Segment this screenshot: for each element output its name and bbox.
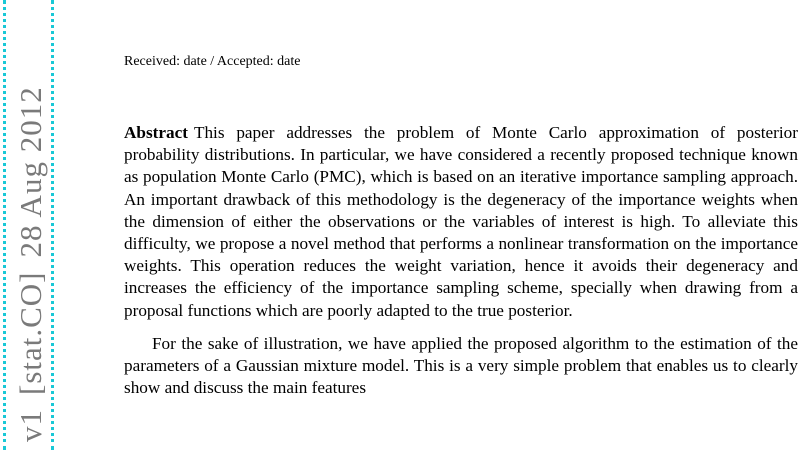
abstract-paragraph bbox=[124, 122, 798, 322]
arxiv-stamp-text bbox=[13, 86, 49, 442]
arxiv-stamp bbox=[0, 0, 58, 450]
arxiv-category: [stat.CO] bbox=[13, 271, 48, 395]
arxiv-identifier: v1 bbox=[13, 409, 48, 442]
abstract-text: This paper addresses the problem of Monte Carlo approximation of posterior probability distributions. In particular, we have considered a recently proposed technique known as population Monte Carlo (PMC), which is based on an iterative importance sampling approach. An important drawback of this methodology is the degeneracy of the importance weights when the dimension of either the observations or the variables of interest is high. To alleviate this difficulty, we propose a novel method that performs a nonlinear transformation on the importance weights. This operation reduces the weight variation, hence it avoids their degeneracy and increases the efficiency of the importance sampling scheme, specially when drawing from a proposal functions which are poorly adapted to the true posterior. bbox=[124, 123, 798, 320]
received-accepted-line: Received: date / Accepted: date bbox=[124, 54, 301, 69]
arxiv-date: 28 Aug 2012 bbox=[13, 86, 48, 258]
stamp-border-left bbox=[3, 0, 6, 450]
abstract-label: Abstract bbox=[124, 123, 188, 142]
abstract-paragraph-2: For the sake of illustration, we have applied the proposed algorithm to the estimation of the parameters of a Gaussian mixture model. This is a very simple problem that enables us to clearly show and discuss the main features bbox=[124, 333, 798, 398]
abstract-section bbox=[124, 122, 798, 399]
stamp-border-right bbox=[51, 0, 54, 450]
